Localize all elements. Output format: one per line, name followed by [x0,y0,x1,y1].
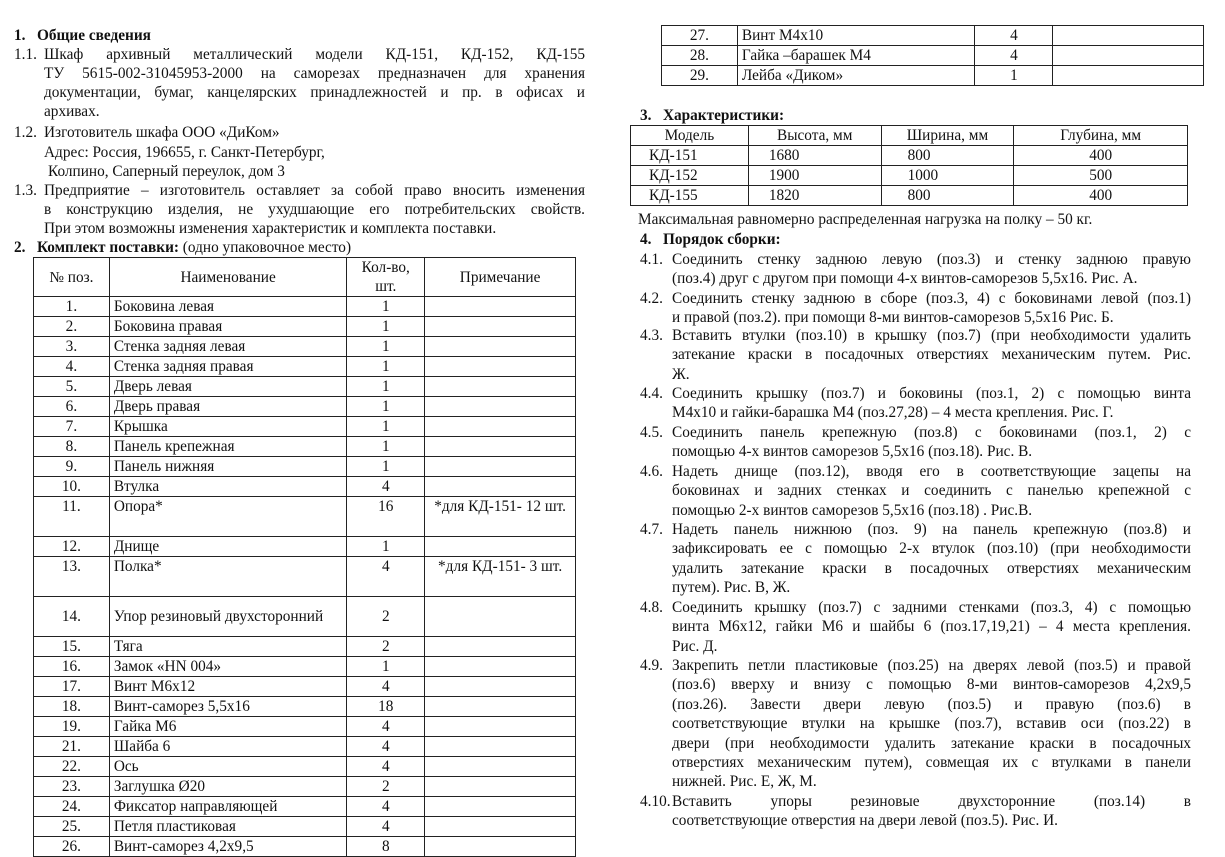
table-cell: КД-155 [631,186,749,206]
table-cell: 18. [34,697,110,717]
kit-table-row [662,26,1204,46]
table-cell: 8. [34,437,110,457]
step-line: Рис. Д. [672,637,718,655]
table-cell [425,437,576,457]
kit-table-row [34,777,576,797]
para-1-3-line: Предприятие – изготовитель оставляет за собой право вносить изменения [44,182,585,199]
table-cell: 800 [881,186,1014,206]
table-cell [425,717,576,737]
spec-table-row [631,186,1188,206]
table-cell: Винт М6х12 [109,677,347,697]
section-2-heading [14,238,351,257]
step-line: нижней. Рис. Е, Ж, М. [672,773,817,791]
para-1-3-line: в конструкцию изделия, не ухудшающие его потребительских свойств. [44,201,585,218]
step-line: соответствующие втулки на крышке (поз.7), вставив оси (поз.22) в [672,715,1191,733]
table-cell: 24. [34,797,110,817]
table-cell: Фиксатор направляющей [109,797,347,817]
kit-table-row [34,337,576,357]
step-line: Соединить стенку заднюю левую (поз.3) и стенку заднюю правую [672,251,1191,268]
table-cell: 23. [34,777,110,797]
step-line: Соединить стенку заднюю в сборе (поз.3, 4) с боковинами левой (поз.1) [672,290,1191,307]
table-cell: 10. [34,477,110,497]
kit-table-row [34,797,576,817]
step-line: винта М6х12, гайки М6 и шайбы 6 (поз.17,19,21) – 4 места крепления. [672,618,1191,636]
para-1-2-line: Изготовитель шкафа ООО «ДиКом» [44,124,280,141]
table-cell: 2. [34,317,110,337]
step-line: боковинах и задних стенках и соединить с панелью крепежной с [672,482,1191,500]
spec-header-cell: Высота, мм [748,126,881,146]
table-cell: 28. [662,46,738,66]
para-1-1-line: архивах. [44,103,100,120]
kit-table-row [34,377,576,397]
table-cell: 1 [347,297,425,317]
kit-table-row [34,537,576,557]
step-line: помощью 4-х винтов саморезов 5,5х16 (поз.18). Рис. В. [672,443,1033,461]
para-1-3-number: 1.3. [14,182,37,199]
table-cell: 4 [975,26,1053,46]
table-cell: Винт-саморез 5,5х16 [109,697,347,717]
table-cell: Ось [109,757,347,777]
table-cell: Панель крепежная [109,437,347,457]
table-cell: 19. [34,717,110,737]
section-2-heading-note: (одно упаковочное место) [178,239,352,256]
table-cell [425,757,576,777]
step-line: Закрепить петли пластиковые (поз.25) на дверях левой (поз.5) и правой [672,657,1191,674]
step-number: 4.9. [640,657,663,674]
table-cell: 5. [34,377,110,397]
table-cell: Полка* [109,557,347,597]
step-number: 4.8. [640,599,663,616]
table-cell: 21. [34,737,110,757]
table-cell: 1000 [881,166,1014,186]
table-cell: 3. [34,337,110,357]
table-cell [425,637,576,657]
table-cell: Винт М4х10 [737,26,975,46]
kit-table-row [662,66,1204,86]
spec-table-header [631,126,1188,146]
table-cell: Гайка М6 [109,717,347,737]
kit-table-row [34,737,576,757]
kit-header-cell: Наименование [109,258,347,297]
table-cell [425,837,576,857]
table-cell: Панель нижняя [109,457,347,477]
step-line: Соединить крышку (поз.7) и боковины (поз.1, 2) с помощью винта [672,385,1191,402]
table-cell: 1. [34,297,110,317]
spec-table-row [631,166,1188,186]
table-cell: 1 [347,357,425,377]
table-cell [425,537,576,557]
section-2-heading-text: 2. Комплект поставки: [14,239,179,256]
table-cell: 14. [34,597,110,637]
table-cell [425,777,576,797]
kit-table-row [34,357,576,377]
table-cell [425,797,576,817]
step-line: Надеть днище (поз.12), вводя его в соответствующие зацепы на [672,463,1191,480]
table-cell [425,817,576,837]
table-cell: Замок «HN 004» [109,657,347,677]
step-number: 4.4. [640,385,663,402]
kit-table-row [34,697,576,717]
table-cell: 8 [347,837,425,857]
step-line: (поз.6) вверху и внизу с помощью 8-ми винтов-саморезов 4,2х9,5 [672,676,1191,694]
para-1-3-line: При этом возможны изменения характеристик и комплекта поставки. [44,220,497,237]
table-cell: 2 [347,637,425,657]
para-1-2-number: 1.2. [14,124,37,141]
kit-table-row [34,717,576,737]
kit-table-row [34,417,576,437]
table-cell: КД-152 [631,166,749,186]
table-cell [425,657,576,677]
table-cell [1053,46,1204,66]
table-cell: 1 [347,457,425,477]
para-1-1-number: 1.1. [14,46,37,63]
step-line: помощью 2-х винтов саморезов 5,5х16 (поз.18) . Рис.В. [672,501,1033,519]
kit-table-row [34,317,576,337]
table-cell: 1 [975,66,1053,86]
table-cell: 1 [347,317,425,337]
table-cell: 1820 [748,186,881,206]
load-note: Максимальная равномерно распределенная нагрузка на полку – 50 кг. [638,211,1093,228]
table-cell: 400 [1014,146,1188,166]
table-cell: 1 [347,437,425,457]
step-line: двери (при необходимости удалить затекание краски в посадочных [672,734,1191,752]
kit-table-row [34,637,576,657]
table-cell: 400 [1014,186,1188,206]
table-cell: 27. [662,26,738,46]
table-cell: 1900 [748,166,881,186]
step-line: (поз.26). Завести двери левую (поз.5) и правую (поз.6) в [672,695,1191,713]
table-cell [425,317,576,337]
table-cell [425,377,576,397]
kit-table-row [34,757,576,777]
section-3-heading: 3. Характеристики: [640,107,785,124]
table-cell: 29. [662,66,738,86]
kit-table-row [34,397,576,417]
table-cell: 4 [347,477,425,497]
table-cell: 4 [347,737,425,757]
kit-table-continued [661,25,1204,86]
step-number: 4.3. [640,327,663,344]
kit-table [33,257,576,857]
table-cell [425,337,576,357]
step-line: затекание краски в посадочных отверстиях механическим путем. Рис. [672,346,1191,364]
table-cell: 4 [975,46,1053,66]
para-1-1-line: Шкаф архивный металлический модели КД-151, КД-152, КД-155 [44,46,585,63]
table-cell [425,737,576,757]
table-cell: 9. [34,457,110,477]
kit-table-row [34,817,576,837]
table-cell: Опора* [109,497,347,537]
para-1-2-line: Адрес: Россия, 196655, г. Санкт-Петербург, [44,144,325,161]
kit-header-cell: Примечание [425,258,576,297]
table-cell: 1 [347,397,425,417]
step-line: М4х10 и гайки-барашка М4 (поз.27,28) – 4 места крепления. Рис. Г. [672,404,1114,422]
para-1-2-line: Колпино, Саперный переулок, дом 3 [48,163,285,180]
table-cell [425,297,576,317]
table-cell: 500 [1014,166,1188,186]
table-cell: 1 [347,337,425,357]
kit-header-cell: Кол-во, шт. [347,258,425,297]
table-cell: *для КД-151- 12 шт. [425,497,576,537]
table-cell: Винт-саморез 4,2х9,5 [109,837,347,857]
spec-header-cell: Ширина, мм [881,126,1014,146]
table-cell: 1680 [748,146,881,166]
table-cell: 6. [34,397,110,417]
table-cell: Дверь правая [109,397,347,417]
spec-table [630,125,1188,206]
step-line: Соединить крышку (поз.7) с задними стенками (поз.3, 4) с помощью [672,599,1191,616]
table-cell: 4 [347,717,425,737]
kit-table-row [34,497,576,537]
step-line: отверстиях механическим путем), совмещая их с втулками в панели [672,754,1191,771]
table-cell: 1 [347,417,425,437]
step-number: 4.5. [640,424,663,441]
step-number: 4.1. [640,251,663,268]
table-cell: 2 [347,597,425,637]
table-cell [1053,66,1204,86]
step-line: Вставить втулки (поз.10) в крышку (поз.7) (при необходимости удалить [672,327,1191,344]
step-line: Ж. [672,365,690,383]
table-cell: Лейба «Диком» [737,66,975,86]
table-cell [425,597,576,637]
kit-table-row [34,437,576,457]
table-cell: 13. [34,557,110,597]
section-4-heading: 4. Порядок сборки: [640,231,781,248]
table-cell: Боковина левая [109,297,347,317]
table-cell: 4 [347,797,425,817]
table-cell: *для КД-151- 3 шт. [425,557,576,597]
step-line: удалить затекание краски в посадочных отверстиях механическим [672,559,1191,577]
table-cell: 16. [34,657,110,677]
table-cell: КД-151 [631,146,749,166]
table-cell: 26. [34,837,110,857]
table-cell: Боковина правая [109,317,347,337]
step-number: 4.10. [640,793,671,810]
step-line: и правой (поз.2). при помощи 8-ми винтов-саморезов 5,5х16 Рис. Б. [672,309,1114,327]
table-cell [425,397,576,417]
table-cell: 4 [347,677,425,697]
table-cell: Тяга [109,637,347,657]
kit-table-row [34,677,576,697]
table-cell: 15. [34,637,110,657]
table-cell: Днище [109,537,347,557]
kit-table-row [34,557,576,597]
step-line: соответствующие отверстия на двери левой (поз.5). Рис. И. [672,812,1058,830]
table-cell: Стенка задняя левая [109,337,347,357]
table-cell: Стенка задняя правая [109,357,347,377]
table-cell: 4. [34,357,110,377]
kit-table-row [662,46,1204,66]
step-line: зафиксировать ее с помощью 2-х втулок (поз.10) (при необходимости [672,540,1191,558]
table-cell [425,357,576,377]
table-cell [425,477,576,497]
kit-table-row [34,657,576,677]
section-1-heading: 1. Общие сведения [14,27,151,44]
table-cell: 1 [347,537,425,557]
table-cell: Петля пластиковая [109,817,347,837]
table-cell [425,697,576,717]
table-cell [425,417,576,437]
table-cell: 1 [347,657,425,677]
table-cell: 4 [347,817,425,837]
step-number: 4.7. [640,521,663,538]
table-cell: Дверь левая [109,377,347,397]
table-cell: 1 [347,377,425,397]
table-cell: 800 [881,146,1014,166]
table-cell: 7. [34,417,110,437]
kit-table-row [34,457,576,477]
table-cell: 25. [34,817,110,837]
step-line: (поз.4) друг с другом при помощи 4-х винтов-саморезов 5,5х16. Рис. А. [672,270,1138,288]
table-cell: 2 [347,777,425,797]
spec-table-row [631,146,1188,166]
para-1-1-line: документации, бумаг, канцелярских принадлежностей и пр. в офисах и [44,84,585,101]
para-1-1-line: ТУ 5615-002-31045953-2000 на саморезах предназначен для хранения [44,65,585,82]
table-cell: 17. [34,677,110,697]
table-cell [1053,26,1204,46]
kit-table-row [34,837,576,857]
kit-table-row [34,597,576,637]
step-line: Соединить панель крепежную (поз.8) с боковинами (поз.1, 2) с [672,424,1191,441]
spec-header-cell: Модель [631,126,749,146]
table-cell: Упор резиновый двухсторонний [109,597,347,637]
table-cell: 11. [34,497,110,537]
spec-header-cell: Глубина, мм [1014,126,1188,146]
table-cell: 4 [347,557,425,597]
table-cell: Крышка [109,417,347,437]
table-cell [425,457,576,477]
table-cell: Заглушка Ø20 [109,777,347,797]
table-cell: 22. [34,757,110,777]
kit-header-cell: № поз. [34,258,110,297]
step-line: путем). Рис. В, Ж. [672,579,791,597]
step-line: Надеть панель нижнюю (поз. 9) на панель крепежную (поз.8) и [672,521,1191,538]
step-number: 4.2. [640,290,663,307]
table-cell: Втулка [109,477,347,497]
step-number: 4.6. [640,463,663,480]
table-cell [425,677,576,697]
step-line: Вставить упоры резиновые двухсторонние (поз.14) в [672,793,1191,810]
table-cell: Шайба 6 [109,737,347,757]
table-cell: 18 [347,697,425,717]
table-cell: 4 [347,757,425,777]
kit-table-header [34,258,576,297]
table-cell: 16 [347,497,425,537]
table-cell: 12. [34,537,110,557]
kit-table-row [34,297,576,317]
kit-table-row [34,477,576,497]
table-cell: Гайка –барашек М4 [737,46,975,66]
